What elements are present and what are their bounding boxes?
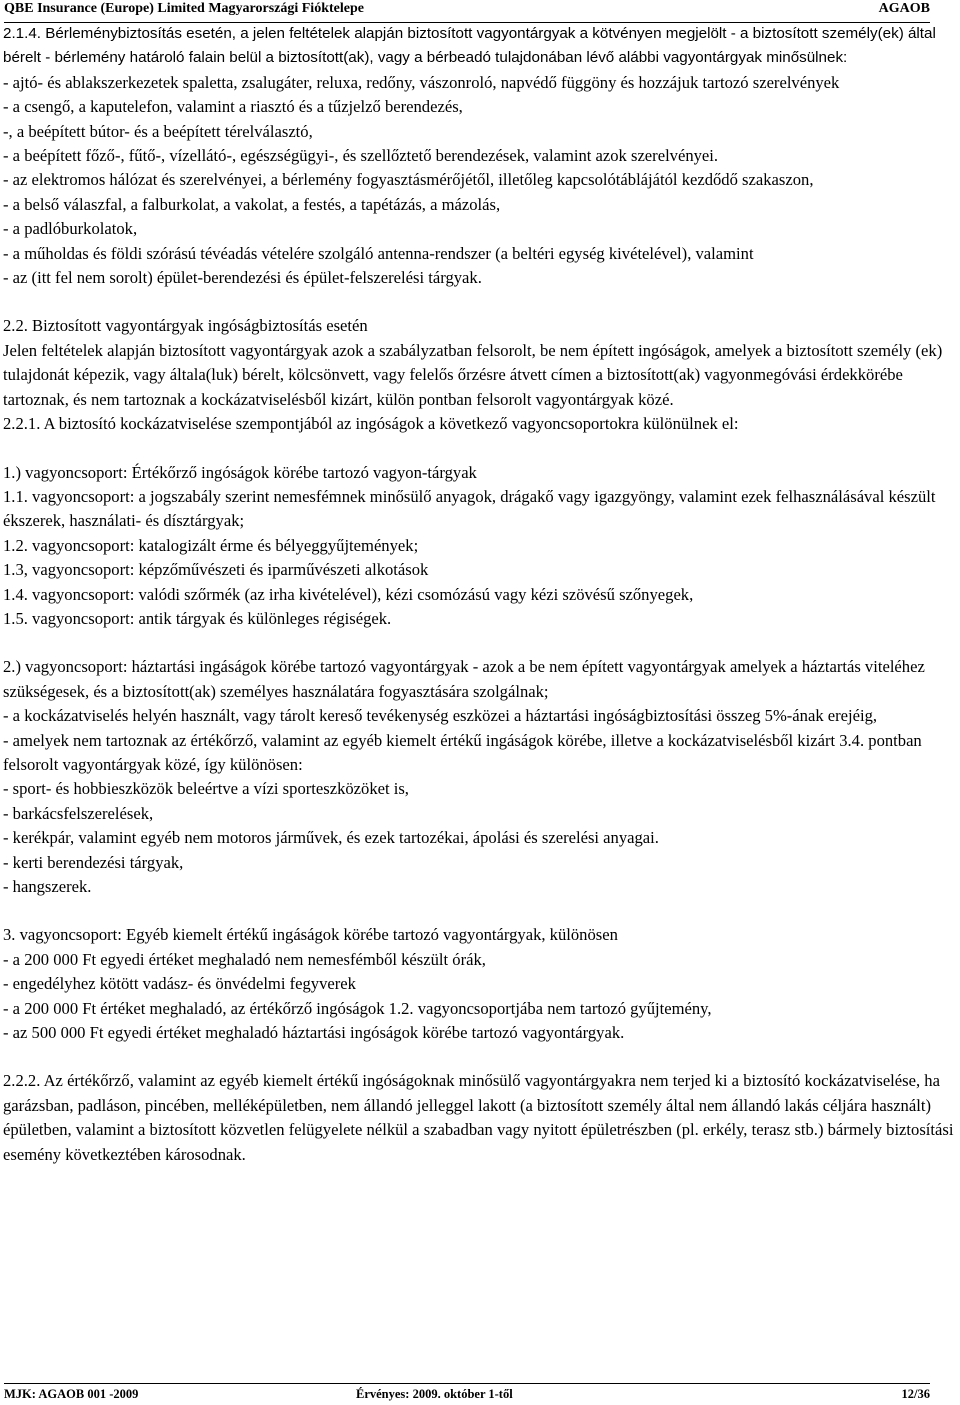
paragraph: - a beépített főző-, fűtő-, vízellátó-, egészségügyi-, és szellőztető berendezések, valamint azok szerelvényei. (3, 146, 719, 166)
paragraph: - ajtó- és ablakszerkezetek spaletta, zsalugáter, reluxa, redőny, vászonroló, napvédő függöny és hozzájuk tartozó szerelvények (3, 72, 840, 92)
section-heading: 2.2. Biztosított vagyontárgyak ingóságbiztosítás esetén (3, 316, 368, 336)
page-number: 12/36 (901, 1387, 930, 1401)
paragraph: - a belső válaszfal, a falburkolat, a vakolat, a festés, a tapétázás, a mázolás, (3, 194, 501, 214)
paragraph: 2.) vagyoncsoport: háztartási ingáságok körébe tartozó vagyontárgyak - azok a be nem épített vagyontárgyak amelyek a háztartás viteléhez szükségesek, és a biztosított(ak) személyes használatára fogyasztására szolgálnak; (3, 657, 925, 701)
paragraph: 3. vagyoncsoport: Egyéb kiemelt értékű ingáságok körébe tartozó vagyontárgyak, különösen (3, 925, 618, 945)
page-footer (4, 1383, 930, 1404)
paragraph: Jelen feltételek alapján biztosított vagyontárgyak azok a szabályzatban felsorolt, be nem épített ingóságok, amelyek a biztosított személy (ek) tulajdonát képezik, vagy általa(luk) bérelt, kölcsönvett, vagy felelős őrzésre átvett címen a biztosított(ak) vagyonmegóvási érdekkörébe tartoznak, és nem tartoznak a kockázatviselésből kizárt, külön pontban felsorolt vagyontárgyak közé. (3, 340, 943, 409)
paragraph: - a 200 000 Ft egyedi értéket meghaladó nem nemesfémből készült órák, (3, 949, 486, 969)
paragraph: - a csengő, a kaputelefon, valamint a riasztó és a tűzjelző berendezés, (3, 97, 463, 117)
paragraph: - a 200 000 Ft értéket meghaladó, az értékőrző ingóságok 1.2. vagyoncsoportjába nem tartozó gyűjtemény, (3, 998, 712, 1018)
footer-doc-id: MJK: AGAOB 001 -2009 (4, 1387, 139, 1401)
spacer (3, 1045, 955, 1069)
paragraph: - kerti berendezési tárgyak, (3, 852, 184, 872)
spacer (3, 437, 955, 461)
paragraph: - az elektromos hálózat és szerelvényei, a bérlemény fogyasztásmérőjétől, illetőleg kapcsolótáblájától kezdődő szakaszon, (3, 170, 814, 190)
paragraph: 1.2. vagyoncsoport: katalogizált érme és bélyeggyűjtemények; (3, 535, 419, 555)
spacer (3, 899, 955, 923)
paragraph: - az (itt fel nem sorolt) épület-berendezési és épület-felszerelési tárgyak. (3, 268, 482, 288)
paragraph: 1.) vagyoncsoport: Értékőrző ingóságok körébe tartozó vagyon-tárgyak (3, 462, 477, 482)
paragraph: - a kockázatviselés helyén használt, vagy tárolt kereső tevékenység eszközei a háztartási ingóságbiztosítási összeg 5%-ának erejéig, (3, 706, 878, 726)
paragraph: 2.2.1. A biztosító kockázatviselése szempontjából az ingóságok a következő vagyoncsoportokra különülnek el: (3, 414, 739, 434)
paragraph: - a padlóburkolatok, (3, 219, 138, 239)
paragraph: 2.1.4. Bérleménybiztosítás esetén, a jelen feltételek alapján biztosított vagyontárgyak a kötvényen megjelölt - a biztosított személy(ek) által bérelt - bérlemény határoló falain belül a biztosított(ak), vagy a bérbeadó tulajdonában lévő alábbi vagyontárgyak minősülnek: (3, 25, 936, 67)
paragraph: 1.1. vagyoncsoport: a jogszabály szerint nemesfémnek minősülő anyagok, drágakő vagy igazgyöngy, valamint ezek felhasználásával készült ékszerek, használati- és dísztárgyak; (3, 486, 936, 531)
paragraph: - az 500 000 Ft egyedi értéket meghaladó háztartási ingóságok körébe tartozó vagyontárgyak. (3, 1023, 625, 1043)
footer-valid-from: Érvényes: 2009. október 1-től (356, 1387, 513, 1401)
company-name: QBE Insurance (Europe) Limited Magyarországi Fióktelepe (4, 1, 364, 16)
document-body (3, 22, 955, 1167)
document-code: AGAOB (878, 1, 930, 16)
paragraph: - a műholdas és földi szórású tévéadás vételére szolgáló antenna-rendszer (a beltéri egység kivételével), valamint (3, 243, 754, 263)
paragraph: - kerékpár, valamint egyéb nem motoros járművek, és ezek tartozékai, ápolási és szerelési anyagai. (3, 828, 659, 848)
paragraph: 2.2.2. Az értékőrző, valamint az egyéb kiemelt értékű ingóságoknak minősülő vagyontárgyakra nem terjed ki a biztosító kockázatviselése, ha garázsban, padláson, pincében, melléképületben, nem állandó jelleggel lakott (a biztosított személy által nem állandó lakás céljára használt) épületben, valamint a biztosított közvetlen felügyelete nélkül a szabadban vagy nyitott épületrészben (pl. erkély, terasz stb.) bármely biztosítási esemény következtében károsodnak. (3, 1071, 954, 1164)
paragraph: - amelyek nem tartoznak az értékőrző, valamint az egyéb kiemelt értékű ingáságok körébe, illetve a kockázatviselésből kizárt 3.4. pontban felsorolt vagyontárgyak közé, így különösen: (3, 730, 922, 774)
paragraph: - hangszerek. (3, 877, 92, 896)
paragraph: 1.5. vagyoncsoport: antik tárgyak és különleges régiségek. (3, 608, 392, 628)
paragraph: - engedélyhez kötött vadász- és önvédelmi fegyverek (3, 974, 356, 994)
paragraph: - sport- és hobbieszközök beleértve a vízi sporteszközöket is, (3, 779, 409, 799)
paragraph: - barkácsfelszerelések, (3, 803, 154, 823)
spacer (3, 290, 955, 314)
paragraph: 1.4. vagyoncsoport: valódi szőrmék (az irha kivételével), kézi csomózású vagy kézi szövésű szőnyegek, (3, 584, 694, 604)
paragraph: -, a beépített bútor- és a beépített térelválasztó, (3, 121, 313, 141)
page-header (4, 0, 930, 23)
paragraph: 1.3, vagyoncsoport: képzőművészeti és iparművészeti alkotások (3, 560, 429, 580)
spacer (3, 631, 955, 655)
